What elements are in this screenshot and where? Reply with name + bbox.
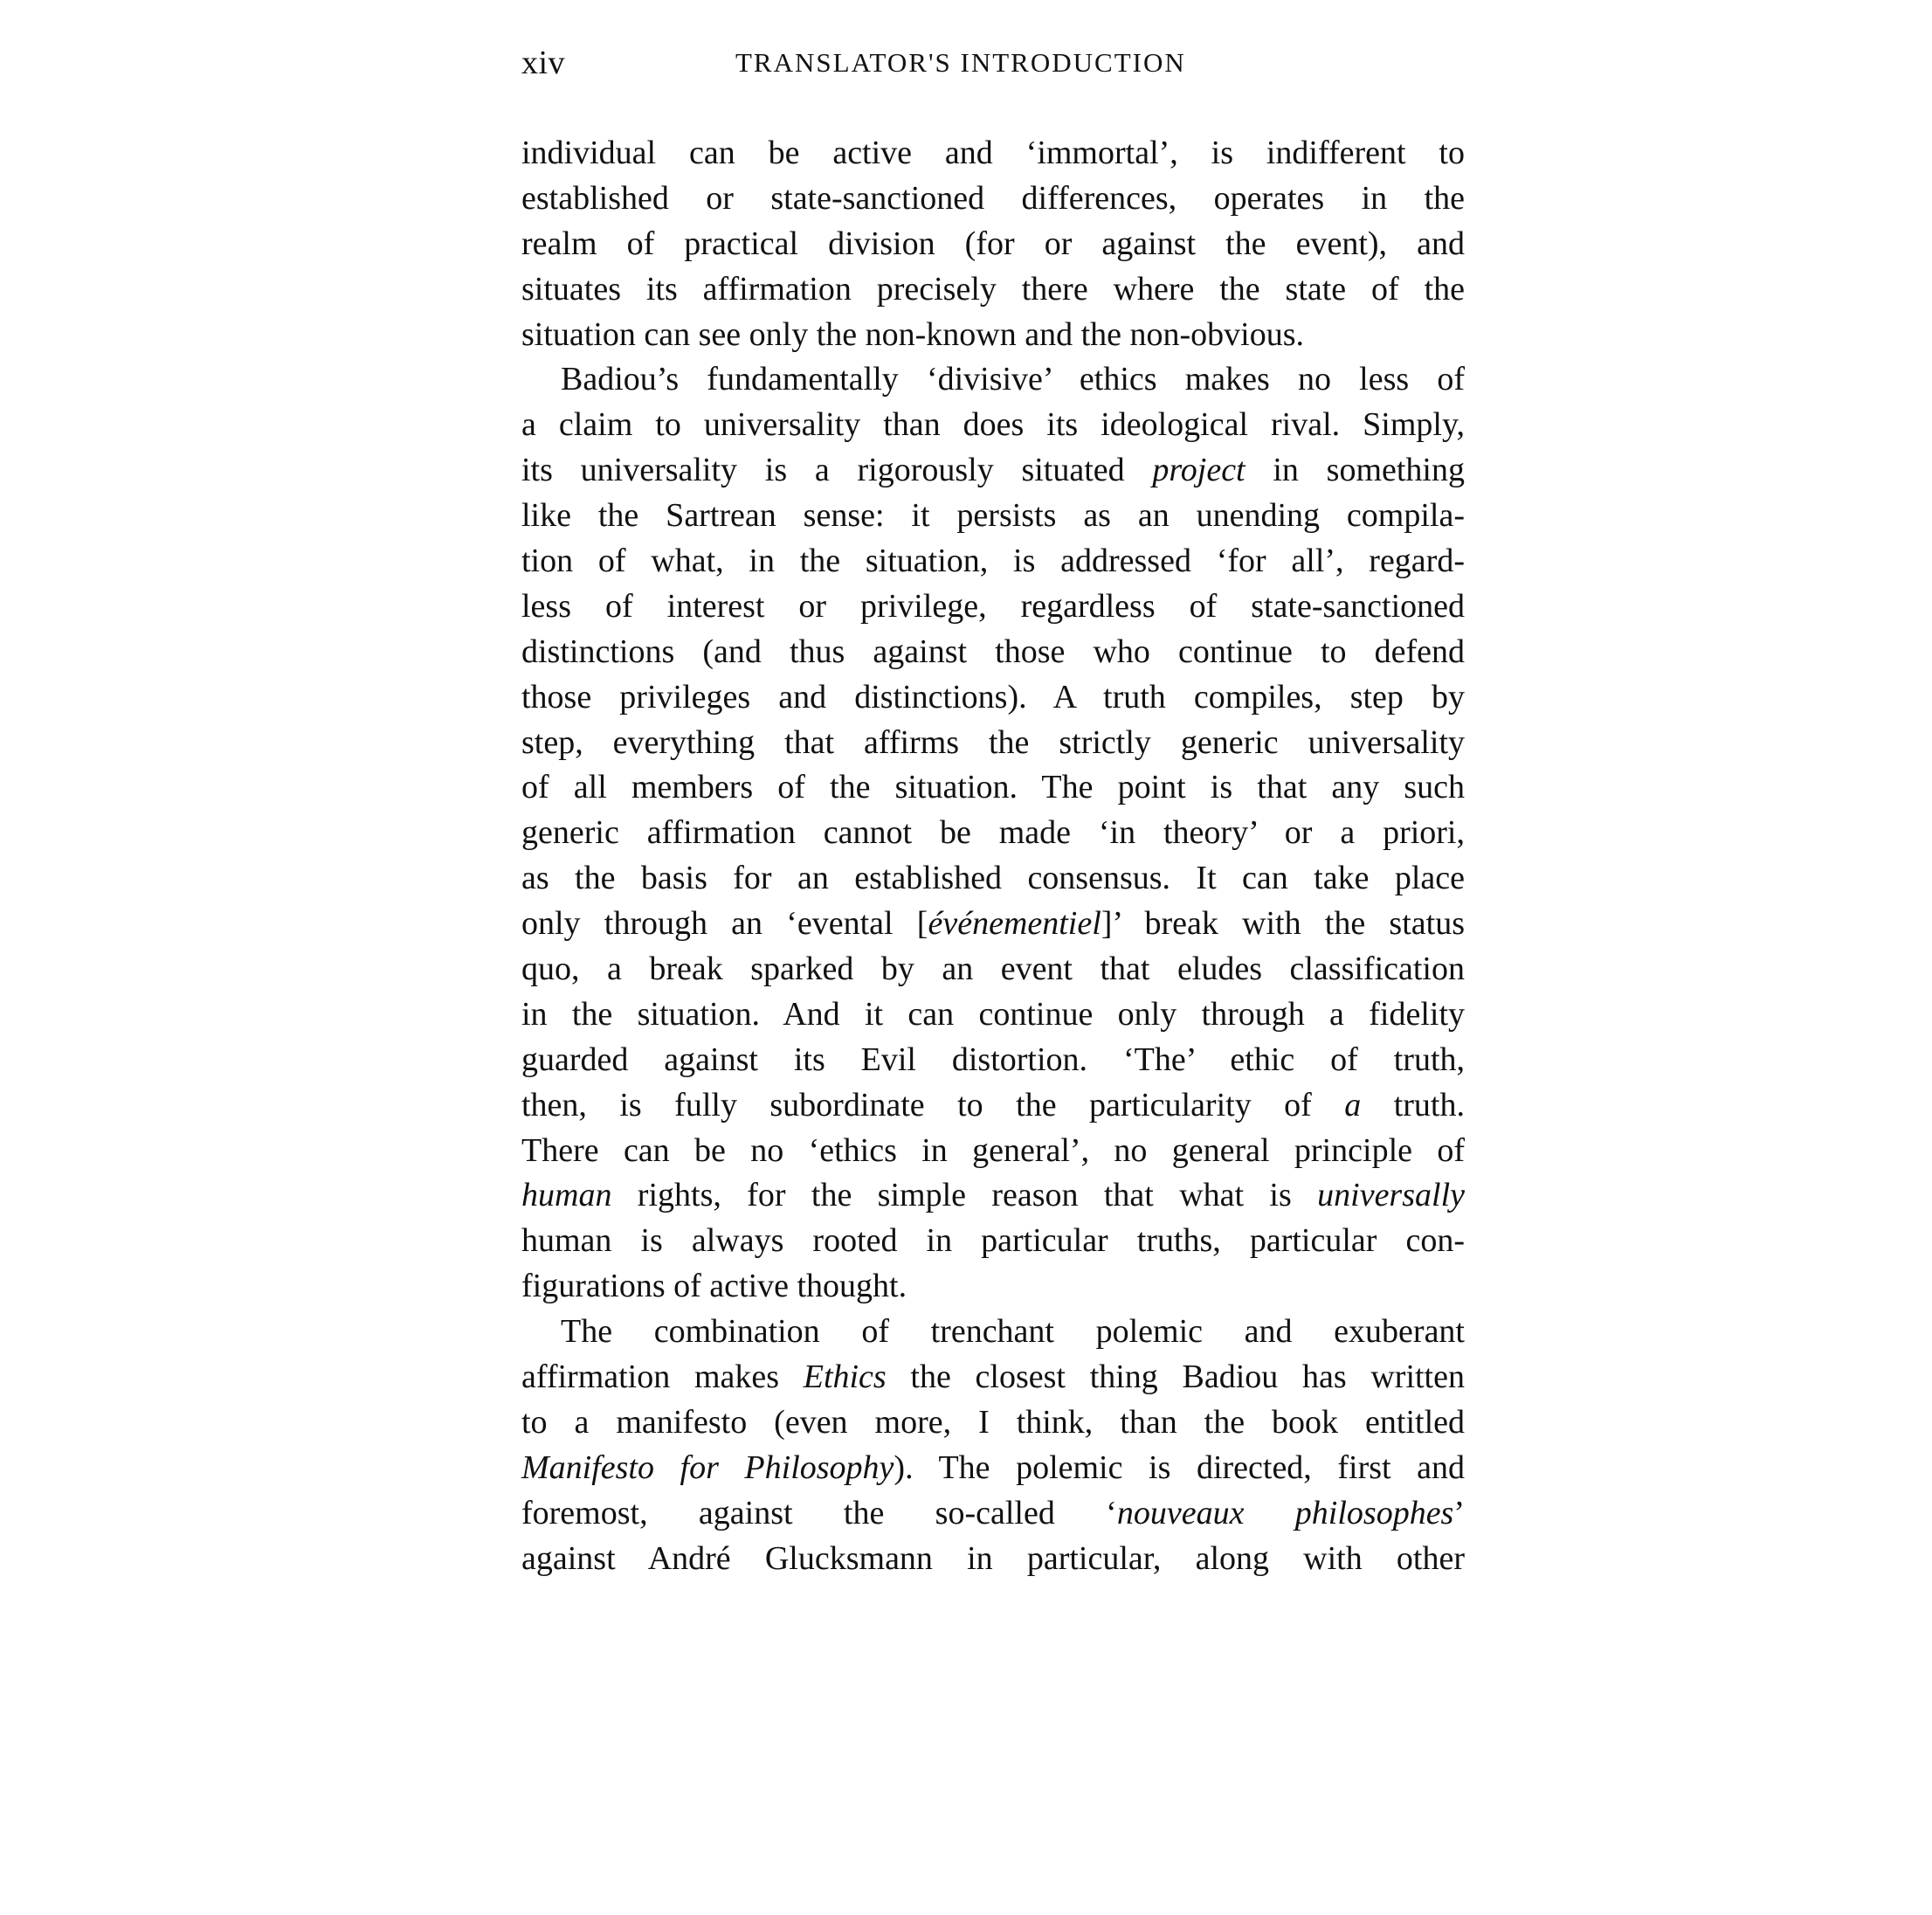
text-line: tion of what, in the situation, is addressed ‘for all’, regard- xyxy=(521,543,1465,580)
italic-text: Manifesto for Philosophy xyxy=(521,1448,894,1486)
italic-text: Ethics xyxy=(803,1358,887,1396)
text-line: situation can see only the non-known and the non-obvious. xyxy=(521,315,1305,353)
text-line: situates its affirmation precisely there where the state of the xyxy=(521,270,1465,308)
text-line: individual can be active and ‘immortal’, is indifferent to xyxy=(521,135,1465,171)
text-line: guarded against its Evil distortion. ‘The’ ethic of truth, xyxy=(521,1040,1465,1078)
text-line: human rights, for the simple reason that what is universally xyxy=(521,1177,1465,1214)
text-line: established or state-sanctioned differences, operates in the xyxy=(521,179,1465,217)
text-line: in the situation. And it can continue only through a fidelity xyxy=(521,995,1465,1033)
text-line: against André Glucksmann in particular, along with other xyxy=(521,1539,1465,1577)
text-line: those privileges and distinctions). A truth compiles, step by xyxy=(521,678,1465,716)
text-line: like the Sartrean sense: it persists as an unending compila- xyxy=(521,497,1465,535)
text-line: generic affirmation cannot be made ‘in theory’ or a priori, xyxy=(521,814,1465,852)
text-line: a claim to universality than does its ideological rival. Simply, xyxy=(521,406,1465,444)
text-line: There can be no ‘ethics in general’, no general principle of xyxy=(521,1131,1465,1169)
text-line: only through an ‘evental [événementiel]’ break with the status xyxy=(521,905,1465,943)
text-line: its universality is a rigorously situated project in something xyxy=(521,452,1465,489)
italic-text: human xyxy=(521,1177,612,1214)
italic-text: project xyxy=(1152,452,1245,489)
text-line: to a manifesto (even more, I think, than the book entitled xyxy=(521,1403,1465,1441)
italic-text: a xyxy=(1344,1086,1362,1123)
text-line: of all members of the situation. The point is that any such xyxy=(521,769,1465,806)
running-head-title: TRANSLATOR'S INTRODUCTION xyxy=(735,47,1186,78)
text-line: Manifesto for Philosophy). The polemic is directed, first and xyxy=(521,1448,1465,1486)
text-line: figurations of active thought. xyxy=(521,1268,907,1305)
italic-text: nouveaux philosophes xyxy=(1116,1494,1454,1531)
text-line: affirmation makes Ethics the closest thing Badiou has written xyxy=(521,1358,1465,1396)
page-number: xiv xyxy=(521,45,566,81)
text-line: The combination of trenchant polemic and exuberant xyxy=(561,1313,1465,1351)
italic-text: universally xyxy=(1317,1177,1465,1214)
text-line: human is always rooted in particular truths, particular con- xyxy=(521,1222,1465,1260)
body-text xyxy=(521,131,1465,1582)
italic-text: événementiel xyxy=(928,905,1101,943)
text-line: step, everything that affirms the strictly generic universality xyxy=(521,723,1465,761)
text-line: then, is fully subordinate to the particularity of a truth. xyxy=(521,1086,1465,1123)
text-line: Badiou’s fundamentally ‘divisive’ ethics makes no less of xyxy=(561,361,1465,398)
text-line: as the basis for an established consensus. It can take place xyxy=(521,860,1465,897)
running-head xyxy=(521,44,1465,96)
text-line: foremost, against the so-called ‘nouveaux philosophes’ xyxy=(521,1494,1466,1531)
text-line: realm of practical division (for or against the event), and xyxy=(521,225,1465,262)
text-line: distinctions (and thus against those who continue to defend xyxy=(521,633,1465,670)
text-line: less of interest or privilege, regardless of state-sanctioned xyxy=(521,587,1465,625)
text-line: quo, a break sparked by an event that eludes classification xyxy=(521,951,1465,988)
